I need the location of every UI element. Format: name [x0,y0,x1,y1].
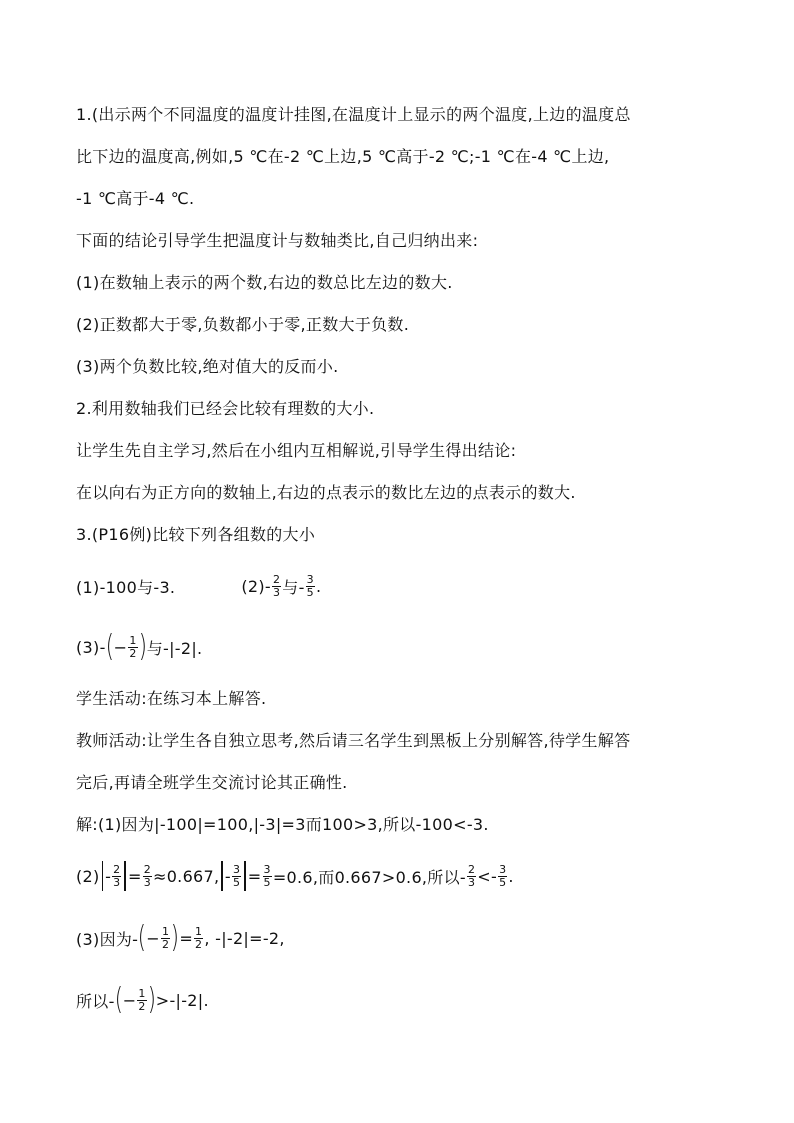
paragraph-line: 比下边的温度高,例如,5 ℃在-2 ℃上边,5 ℃高于-2 ℃;-1 ℃在-4 ℃上边, [76,147,610,166]
paragraph-line: (3)两个负数比较,绝对值大的反而小. [76,357,339,376]
paragraph-line: 3.(P16例)比较下列各组数的大小 [76,525,316,544]
equals-sign: = [247,866,262,886]
fraction-three-fifths: $\frac{3}{5}$ [263,862,271,889]
solution-3 [76,918,285,958]
solution-2-end: . [508,866,514,886]
example-2-end: . [315,576,322,596]
equals-sign: = [179,928,194,948]
fraction-one-half: $\frac{1}{2}$ [195,924,203,951]
fraction-three-fifths: $\frac{3}{5}$ [499,862,507,889]
paragraph-line: 2.利用数轴我们已经会比较有理数的大小. [76,399,375,418]
solution-2 [76,856,514,896]
fraction-one-half: $\frac{1}{2}$ [161,924,170,951]
abs-bar [102,861,104,891]
paragraph-line: 解:(1)因为|-100|=100,|-3|=3而100>3,所以-100<-3. [76,815,489,834]
solution-2-prefix: (2) [76,866,100,886]
example-2-mid: 与- [282,577,305,597]
fraction-one-half: $\frac{1}{2}$ [129,633,137,660]
fraction-three-fifths: $\frac{3}{5}$ [232,862,241,889]
example-1-text: (1)-100与-3. [76,577,176,597]
example-1-2 [76,566,321,606]
less-than: <- [477,866,498,886]
example-3-mid: 与-|-2|. [146,638,203,658]
solution-2-rest: =0.6,而0.667>0.6,所以- [272,867,466,887]
paragraph-line: 让学生先自主学习,然后在小组内互相解说,引导学生得出结论: [76,441,517,460]
paragraph-line: 学生活动:在练习本上解答. [76,689,267,708]
example-3-prefix: (3)- [76,637,106,657]
fraction-two-thirds: $\frac{2}{3}$ [113,862,121,889]
minus-sign: - [224,866,231,886]
conclusion-prefix: 所以- [76,991,115,1011]
equals-sign: = [127,866,142,886]
minus-sign: − [146,928,160,948]
fraction-two-thirds: $\frac{2}{3}$ [143,862,151,889]
abs-bar [124,861,126,891]
paragraph-line: -1 ℃高于-4 ℃. [76,189,195,208]
fraction-two-thirds: $\frac{2}{3}$ [467,862,476,889]
fraction-two-thirds: $\frac{2}{3}$ [272,572,281,599]
left-paren: ( [105,629,114,664]
right-paren: ) [171,920,180,955]
paragraph-line: (1)在数轴上表示的两个数,右边的数总比左边的数大. [76,273,453,292]
abs-bar [221,861,223,891]
fraction-one-half: $\frac{1}{2}$ [138,986,146,1013]
paragraph-line: (2)正数都大于零,负数都小于零,正数大于负数. [76,315,410,334]
paragraph-line: 下面的结论引导学生把温度计与数轴类比,自己归纳出来: [76,231,479,250]
solution-3-rest: , -|-2|=-2, [204,928,285,948]
paragraph-line: 完后,再请全班学生交流讨论其正确性. [76,773,348,792]
right-paren: ) [138,629,147,664]
minus-sign: − [113,637,128,657]
conclusion-rest: >-|-2|. [155,990,209,1010]
minus-sign: − [122,990,137,1010]
paragraph-line: 1.(出示两个不同温度的温度计挂图,在温度计上显示的两个温度,上边的温度总 [76,105,631,124]
paragraph-line: 教师活动:让学生各自独立思考,然后请三名学生到黑板上分别解答,待学生解答 [76,731,631,750]
example-3 [76,627,202,667]
solution-3-prefix: (3)因为- [76,929,139,949]
approx-value: ≈0.667, [153,866,220,886]
paragraph-line: 在以向右为正方向的数轴上,右边的点表示的数比左边的点表示的数大. [76,483,576,502]
minus-sign: - [105,866,112,886]
abs-bar [244,861,246,891]
left-paren: ( [138,920,147,955]
solution-conclusion [76,980,209,1020]
left-paren: ( [114,982,123,1017]
right-paren: ) [147,982,156,1017]
example-2-prefix: (2)- [241,576,271,596]
fraction-three-fifths: $\frac{3}{5}$ [306,572,314,599]
